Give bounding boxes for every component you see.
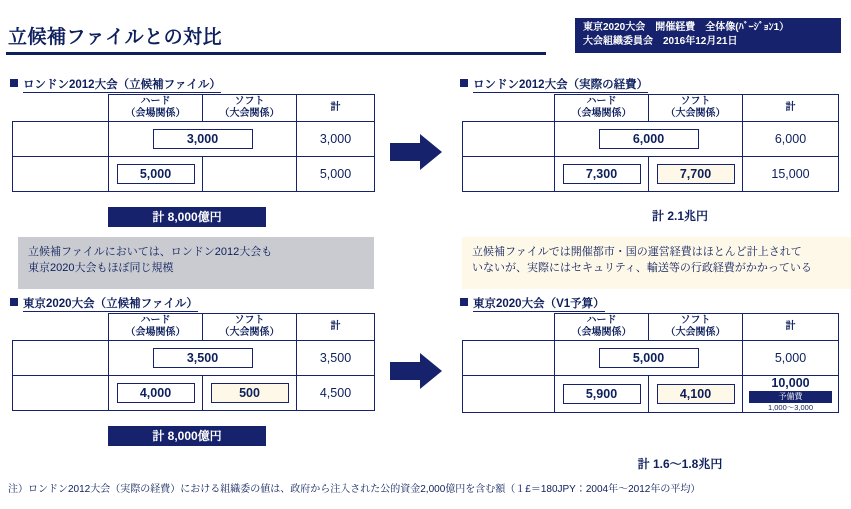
cell-city-total: 4,500 xyxy=(297,376,375,411)
corner-cell xyxy=(463,95,555,122)
column-header-hard: ハード （会場関係） xyxy=(555,314,649,341)
row-label-host-city: 開催都市・ 国 等 xyxy=(13,157,109,192)
table-row xyxy=(13,341,375,376)
table-header-row xyxy=(13,314,375,341)
table-london-bid xyxy=(12,94,375,192)
table-row xyxy=(463,376,839,413)
total-bar-london-bid: 計 8,000億円 xyxy=(108,207,266,227)
total-label-london-actual: 計 2.1兆円 xyxy=(651,209,709,223)
cell-org-total: 3,500 xyxy=(297,341,375,376)
page-title: 立候補ファイルとの対比 xyxy=(8,27,223,48)
section-heading-tokyo-bid: 東京2020大会（立候補ファイル） xyxy=(10,295,198,311)
cell-city-hard: 7,300 xyxy=(555,157,649,192)
note-right xyxy=(462,237,851,289)
contingency-label: 予備費 xyxy=(749,391,832,402)
note-left-line1: 立候補ファイルにおいては、ロンドン2012大会も xyxy=(28,246,273,258)
row-label-host-city: 開催都市・ 国 等 xyxy=(463,157,555,192)
cell-org-total: 6,000 xyxy=(743,122,839,157)
table-header-row xyxy=(463,314,839,341)
table-header-row xyxy=(463,95,839,122)
arrow-right-icon-top xyxy=(390,134,442,170)
square-bullet-icon xyxy=(460,298,468,306)
title-divider xyxy=(6,52,546,55)
total-label-tokyo-v1: 計 1.6～1.8兆円 xyxy=(637,457,723,471)
table-tokyo-bid xyxy=(12,313,375,411)
table-row xyxy=(463,341,839,376)
square-bullet-icon xyxy=(460,79,468,87)
column-header-hard: ハード （会場関係） xyxy=(555,95,649,122)
column-header-total: 計 xyxy=(743,95,839,122)
table-row xyxy=(13,376,375,411)
column-header-soft: ソフト （大会関係） xyxy=(649,314,743,341)
square-bullet-icon xyxy=(10,298,18,306)
row-label-organizing-committee: 組織委 xyxy=(463,122,555,157)
column-header-soft: ソフト （大会関係） xyxy=(203,95,297,122)
cell-org-total: 5,000 xyxy=(743,341,839,376)
cell-org-total: 3,000 xyxy=(297,122,375,157)
section-heading-tokyo-v1: 東京2020大会（V1予算） xyxy=(460,295,605,311)
row-label-host-city: 開催都市・ 国 等 xyxy=(13,376,109,411)
footnote: 注）ロンドン2012大会（実際の経費）における組織委の値は、政府から注入された公的資金2,000億円を含む額（１£＝180JPY：2004年～2012年の平均） xyxy=(8,484,701,495)
table-row xyxy=(13,157,375,192)
arrow-right-icon-bottom xyxy=(390,353,442,389)
table-header-row xyxy=(13,95,375,122)
column-header-total: 計 xyxy=(743,314,839,341)
section-heading-london-actual: ロンドン2012大会（実際の経費） xyxy=(460,76,648,92)
table-london-actual xyxy=(462,94,839,192)
note-left-line2: 東京2020大会もほぼ同じ規模 xyxy=(28,262,174,274)
column-header-hard: ハード （会場関係） xyxy=(109,314,203,341)
header-badge-line1: 東京2020大会 開催経費 全体像(ﾊﾞｰｼﾞｮﾝ1） xyxy=(583,22,790,33)
cell-city-hard: 4,000 xyxy=(109,376,203,411)
table-row xyxy=(463,122,839,157)
note-right-line1: 立候補ファイルでは開催都市・国の運営経費はほとんど計上されて xyxy=(472,246,802,258)
cell-city-total: 5,000 xyxy=(297,157,375,192)
cell-city-total: 15,000 xyxy=(743,157,839,192)
table-row xyxy=(463,157,839,192)
cell-org-merged: 5,000 xyxy=(555,341,743,376)
column-header-hard: ハード （会場関係） xyxy=(109,95,203,122)
square-bullet-icon xyxy=(10,79,18,87)
corner-cell xyxy=(13,95,109,122)
column-header-soft: ソフト （大会関係） xyxy=(203,314,297,341)
corner-cell xyxy=(13,314,109,341)
table-row xyxy=(13,122,375,157)
row-label-host-city: 開催都市・ 国 等 xyxy=(463,376,555,413)
cell-city-hard: 5,000 xyxy=(109,157,203,192)
note-right-line2: いないが、実際にはセキュリティ、輸送等の行政経費がかかっている xyxy=(472,262,812,274)
column-header-total: 計 xyxy=(297,314,375,341)
header-badge-line2: 大会組織委員会 2016年12月21日 xyxy=(583,36,738,47)
contingency-range: 1,000～3,000 xyxy=(767,402,814,412)
cell-org-merged: 3,000 xyxy=(109,122,297,157)
section-heading-london-bid: ロンドン2012大会（立候補ファイル） xyxy=(10,76,221,92)
cell-org-merged: 6,000 xyxy=(555,122,743,157)
row-label-organizing-committee: 組織委 （民間資金） xyxy=(13,341,109,376)
column-header-total: 計 xyxy=(297,95,375,122)
cell-org-merged: 3,500 xyxy=(109,341,297,376)
cell-city-soft: 500 xyxy=(203,376,297,411)
table-tokyo-v1 xyxy=(462,313,839,413)
cell-city-total-with-contingency xyxy=(743,376,839,413)
total-bar-tokyo-bid: 計 8,000億円 xyxy=(108,426,266,446)
cell-city-hard: 5,900 xyxy=(555,376,649,413)
cell-city-soft: 7,700 xyxy=(649,157,743,192)
corner-cell xyxy=(463,314,555,341)
header-badge xyxy=(575,18,841,53)
row-label-organizing-committee: 組織委 （民間資金） xyxy=(13,122,109,157)
note-left xyxy=(18,237,374,289)
cell-city-soft: 4,100 xyxy=(649,376,743,413)
cell-city-soft xyxy=(203,157,297,192)
column-header-soft: ソフト （大会関係） xyxy=(649,95,743,122)
cell-city-total-value: 10,000 xyxy=(771,376,810,390)
row-label-organizing-committee: 組織委 （民間資金） xyxy=(463,341,555,376)
